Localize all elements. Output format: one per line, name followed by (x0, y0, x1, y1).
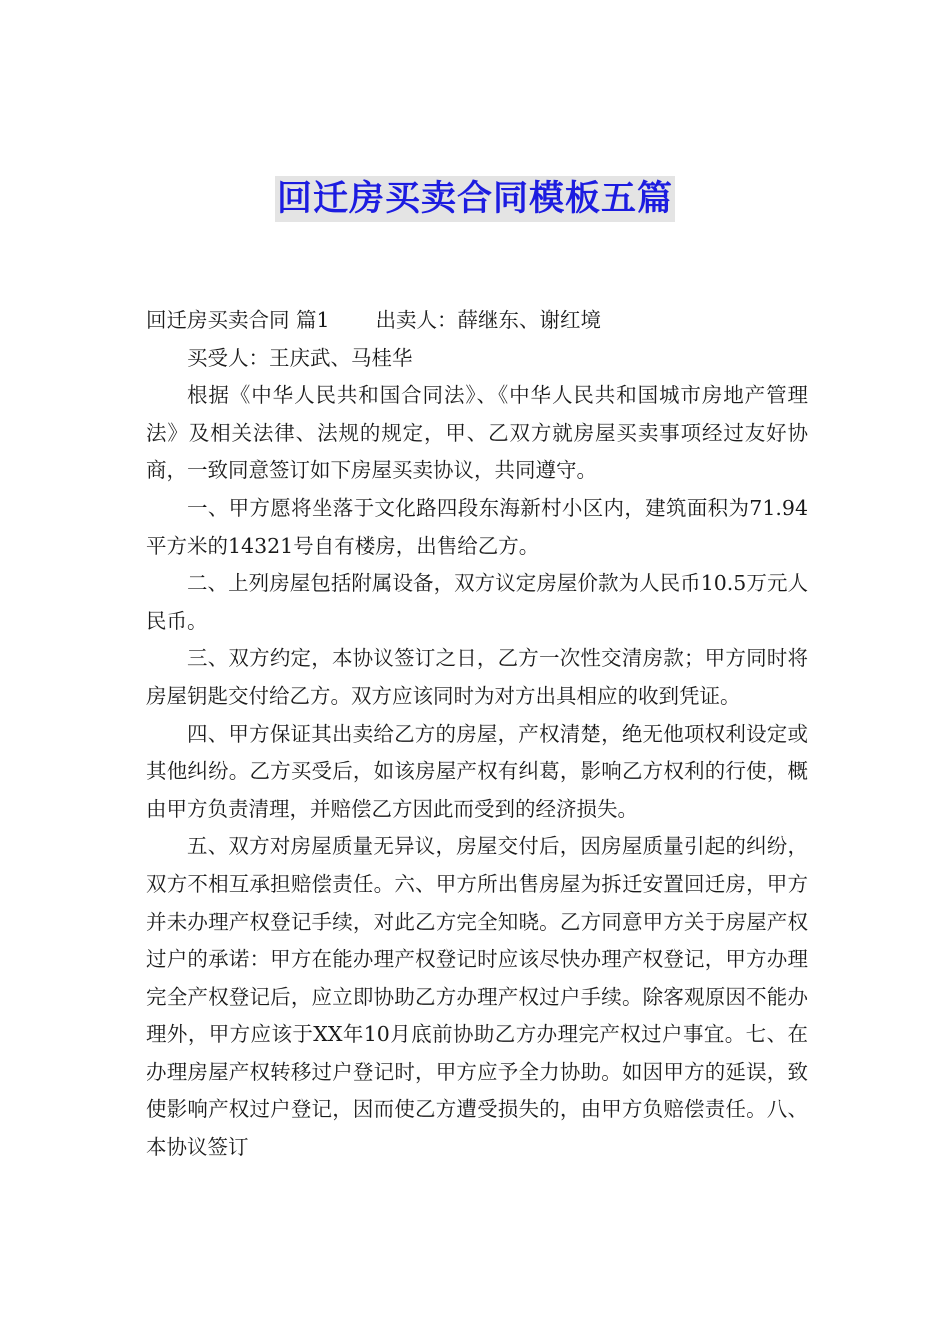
contract-heading: 回迁房买卖合同 篇1 (146, 308, 330, 332)
paragraph: 五、双方对房屋质量无异议，房屋交付后，因房屋质量引起的纠纷，双方不相互承担赔偿责任。六、甲方所出售房屋为拆迁安置回迁房，甲方并未办理产权登记手续，对此乙方完全知晓。乙方同意甲方关于房屋产权过户的承诺：甲方在能办理产权登记时应该尽快办理产权登记，甲方办理完全产权登记后，应立即协助乙方办理产权过户手续。除客观原因不能办理外，甲方应该于XX年10月底前协助乙方办理完产权过户事宜。七、在办理房屋产权转移过户登记时，甲方应予全力协助。如因甲方的延误，致使影响产权过户登记，因而使乙方遭受损失的，由甲方负赔偿责任。八、本协议签订 (146, 834, 808, 1160)
seller-line: 出卖人：薛继东、谢红境 (375, 308, 602, 332)
paragraph: 二、上列房屋包括附属设备，双方议定房屋价款为人民币10.5万元人民币。 (146, 571, 808, 633)
paragraph: 一、甲方愿将坐落于文化路四段东海新村小区内，建筑面积为71.94平方米的14321号自有楼房，出售给乙方。 (146, 495, 808, 558)
paragraph: 三、双方约定，本协议签订之日，乙方一次性交清房款；甲方同时将房屋钥匙交付给乙方。双方应该同时为对方出具相应的收到凭证。 (146, 646, 808, 708)
buyer-line: 买受人：王庆武、马桂华 (187, 345, 413, 370)
title-container (0, 176, 950, 222)
document-title: 回迁房买卖合同模板五篇 (275, 176, 675, 222)
document-body (146, 302, 808, 1167)
contract-heading-line (146, 302, 808, 340)
paragraph: 四、甲方保证其出卖给乙方的房屋，产权清楚，绝无他项权利设定或其他纠纷。乙方买受后，如该房屋产权有纠葛，影响乙方权利的行使，概由甲方负责清理，并赔偿乙方因此而受到的经济损失。 (146, 721, 808, 821)
paragraph: 根据《中华人民共和国合同法》、《中华人民共和国城市房地产管理法》及相关法律、法规的规定，甲、乙双方就房屋买卖事项经过友好协商，一致同意签订如下房屋买卖协议，共同遵守。 (146, 383, 808, 483)
